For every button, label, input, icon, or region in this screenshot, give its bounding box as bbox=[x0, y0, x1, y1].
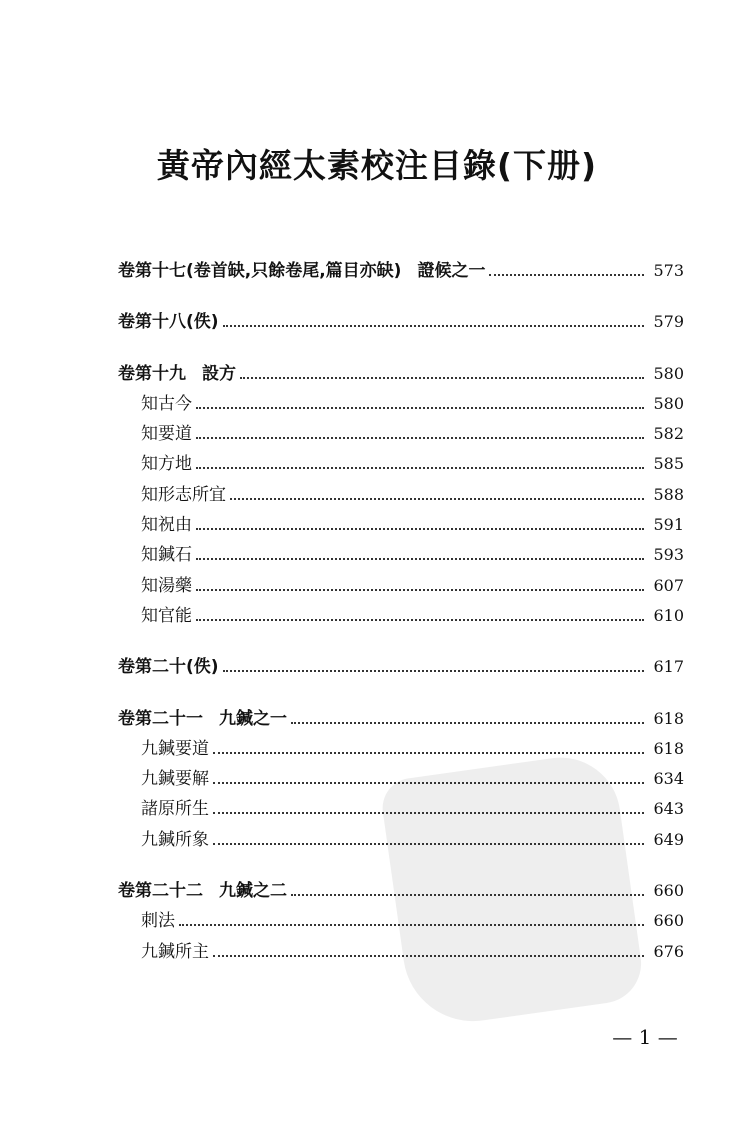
dot-leader bbox=[213, 843, 644, 845]
toc-entry-row[interactable] bbox=[118, 906, 684, 936]
toc-page-number: 618 bbox=[653, 738, 684, 758]
toc-entry-label: 知鍼石 bbox=[141, 545, 192, 566]
toc-heading-label: 卷第十七(卷首缺,只餘卷尾,篇目亦缺) 證候之一 bbox=[118, 261, 486, 281]
dot-leader bbox=[489, 274, 644, 276]
toc-heading-row[interactable] bbox=[118, 876, 684, 906]
toc-entry-label: 知官能 bbox=[141, 605, 192, 626]
dot-leader bbox=[196, 558, 644, 560]
toc-entry-label: 九鍼要解 bbox=[141, 769, 209, 790]
toc-entry-row[interactable] bbox=[118, 825, 684, 855]
toc-heading-label: 卷第二十一 九鍼之一 bbox=[118, 708, 287, 729]
toc-entry-label: 知古今 bbox=[141, 393, 192, 414]
toc-entry-label: 諸原所生 bbox=[141, 799, 209, 820]
toc-page-number: 676 bbox=[653, 941, 684, 961]
dot-leader bbox=[213, 782, 644, 784]
toc-page-number: 579 bbox=[653, 312, 684, 332]
toc-entry-row[interactable] bbox=[118, 480, 684, 510]
toc-page-number: 593 bbox=[653, 545, 684, 565]
toc-section bbox=[118, 307, 684, 337]
toc-entry-label: 知祝由 bbox=[141, 515, 192, 536]
toc-page-number: 585 bbox=[653, 454, 684, 474]
toc-entry-row[interactable] bbox=[118, 510, 684, 540]
dot-leader bbox=[213, 955, 644, 957]
toc-entry-row[interactable] bbox=[118, 419, 684, 449]
toc-page-number: 588 bbox=[653, 484, 684, 504]
toc-entry-row[interactable] bbox=[118, 571, 684, 601]
toc-page-number: 660 bbox=[653, 911, 684, 931]
toc-page-number: 610 bbox=[653, 605, 684, 625]
dot-leader bbox=[196, 437, 644, 439]
toc-page-number: 580 bbox=[653, 363, 684, 383]
toc-entry-label: 知湯藥 bbox=[141, 575, 192, 596]
toc-entry-label: 知要道 bbox=[141, 424, 192, 445]
toc-page-number: 617 bbox=[653, 657, 684, 677]
dot-leader bbox=[196, 528, 644, 530]
toc-entry-row[interactable] bbox=[118, 734, 684, 764]
dot-leader bbox=[230, 498, 644, 500]
toc-section bbox=[118, 652, 684, 682]
dot-leader bbox=[196, 619, 644, 621]
table-of-contents bbox=[118, 256, 684, 988]
dot-leader bbox=[179, 924, 644, 926]
toc-entry-label: 刺法 bbox=[141, 911, 175, 932]
toc-heading-topic: 九鍼之一 bbox=[219, 708, 287, 729]
toc-section bbox=[118, 704, 684, 855]
dot-leader bbox=[196, 407, 644, 409]
toc-heading-row[interactable] bbox=[118, 652, 684, 682]
toc-entry-row[interactable] bbox=[118, 764, 684, 794]
toc-entry-row[interactable] bbox=[118, 794, 684, 824]
toc-heading-row[interactable] bbox=[118, 307, 684, 337]
dot-leader bbox=[223, 325, 644, 327]
toc-page-number: 591 bbox=[653, 515, 684, 535]
toc-page-number: 634 bbox=[653, 769, 684, 789]
toc-entry-label: 知方地 bbox=[141, 454, 192, 475]
toc-entry-row[interactable] bbox=[118, 540, 684, 570]
toc-section bbox=[118, 256, 684, 286]
page-title: 黃帝內經太素校注目錄(下册) bbox=[156, 146, 598, 185]
toc-entry-label: 知形志所宜 bbox=[141, 484, 226, 505]
toc-heading-topic: 證候之一 bbox=[417, 261, 486, 281]
dot-leader bbox=[213, 752, 644, 754]
toc-entry-label: 九鍼所象 bbox=[141, 829, 209, 850]
dot-leader bbox=[223, 670, 644, 672]
toc-page-number: 573 bbox=[653, 261, 684, 280]
dot-leader bbox=[291, 722, 644, 724]
toc-heading-row[interactable] bbox=[118, 256, 684, 286]
toc-page-number: 643 bbox=[653, 799, 684, 819]
toc-entry-label: 九鍼要道 bbox=[141, 738, 209, 759]
toc-page-number: 649 bbox=[653, 829, 684, 849]
toc-entry-row[interactable] bbox=[118, 937, 684, 967]
toc-page-number: 580 bbox=[653, 393, 684, 413]
toc-heading-row[interactable] bbox=[118, 359, 684, 389]
toc-heading-label: 卷第二十二 九鍼之二 bbox=[118, 881, 287, 902]
dot-leader bbox=[291, 894, 644, 896]
toc-heading-topic: 九鍼之二 bbox=[219, 881, 287, 902]
toc-entry-label: 九鍼所主 bbox=[141, 941, 209, 962]
dot-leader bbox=[240, 377, 644, 379]
page-number: — 1 — bbox=[612, 1025, 678, 1049]
dot-leader bbox=[213, 812, 644, 814]
toc-page-number: 660 bbox=[653, 881, 684, 901]
toc-section bbox=[118, 876, 684, 967]
dot-leader bbox=[196, 589, 644, 591]
toc-heading-topic: 設方 bbox=[202, 363, 236, 384]
toc-heading-label: 卷第二十(佚) bbox=[118, 657, 219, 678]
toc-section bbox=[118, 359, 684, 632]
toc-page-number: 618 bbox=[653, 708, 684, 728]
toc-entry-row[interactable] bbox=[118, 601, 684, 631]
toc-heading-label: 卷第十九 設方 bbox=[118, 363, 236, 384]
toc-heading-label: 卷第十八(佚) bbox=[118, 312, 219, 333]
toc-page-number: 607 bbox=[653, 575, 684, 595]
dot-leader bbox=[196, 467, 644, 469]
toc-heading-row[interactable] bbox=[118, 704, 684, 734]
toc-page-number: 582 bbox=[653, 424, 684, 444]
toc-entry-row[interactable] bbox=[118, 449, 684, 479]
toc-entry-row[interactable] bbox=[118, 389, 684, 419]
